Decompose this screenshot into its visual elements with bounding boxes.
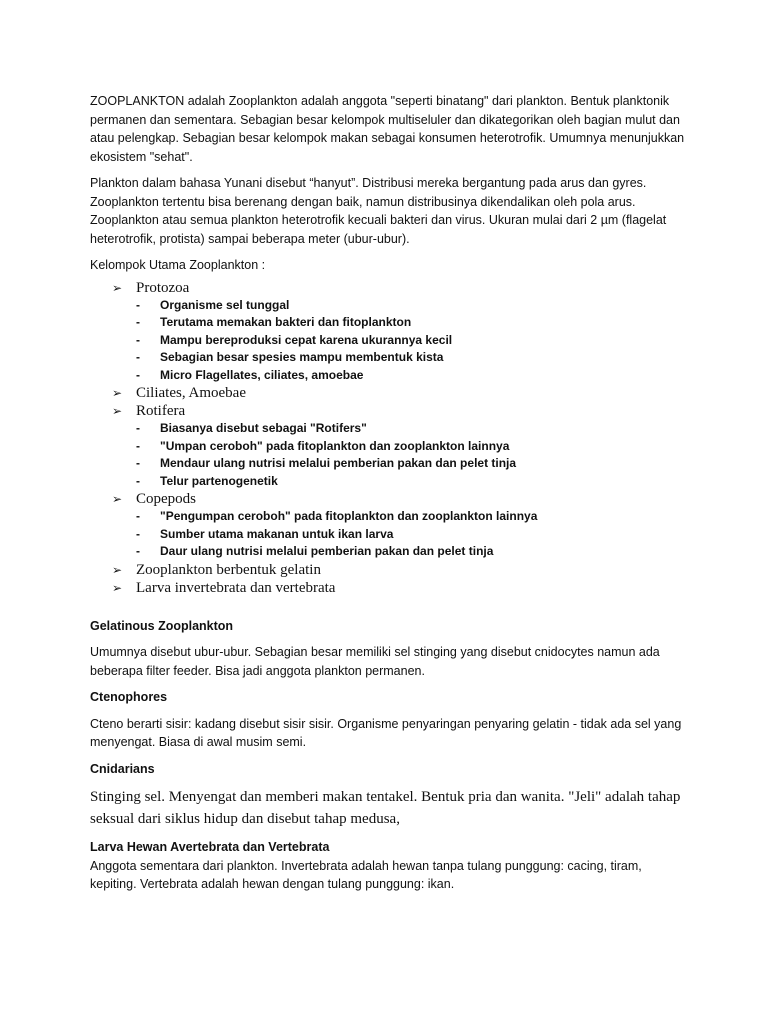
group-item	[112, 384, 690, 402]
group-item	[112, 579, 690, 597]
group-sub-item-text: Sebagian besar spesies mampu membentuk kista	[160, 350, 444, 364]
group-sub-item	[136, 455, 690, 473]
group-label: Ciliates, Amoebae	[136, 385, 246, 401]
group-sub-item	[136, 420, 690, 438]
group-sub-item	[136, 438, 690, 456]
group-sub-item-text: "Umpan ceroboh" pada fitoplankton dan zooplankton lainnya	[160, 438, 510, 453]
group-label: Rotifera	[136, 403, 186, 419]
group-item	[112, 561, 690, 579]
cnidarians-text: Stinging sel. Menyengat dan memberi makan tentakel. Bentuk pria dan wanita. "Jeli" adalah tahap seksual dari siklus hidup dan disebut tahap medusa,	[90, 789, 681, 827]
larva-heading: Larva Hewan Avertebrata dan Vertebrata	[90, 840, 330, 854]
group-item	[112, 402, 690, 490]
group-sub-item	[136, 526, 690, 544]
gelatinous-heading: Gelatinous Zooplankton	[90, 618, 234, 633]
group-sub-item-text: Telur partenogenetik	[160, 473, 278, 488]
group-sub-list	[136, 508, 690, 561]
group-sub-item-text: Terutama memakan bakteri dan fitoplankton	[160, 315, 412, 329]
group-sub-item-text: Daur ulang nutrisi melalui pemberian pakan dan pelet tinja	[160, 544, 494, 558]
dash-bullet-icon: -	[136, 332, 140, 347]
ctenophores-heading: Ctenophores	[90, 690, 168, 704]
group-sub-item-text: "Pengumpan ceroboh" pada fitoplankton dan zooplankton lainnya	[160, 509, 538, 523]
group-item	[112, 490, 690, 561]
dash-bullet-icon: -	[136, 509, 140, 523]
group-sub-item	[136, 508, 690, 526]
group-sub-list	[136, 297, 690, 385]
group-sub-item	[136, 314, 690, 332]
cnidarians-heading: Cnidarians	[90, 761, 155, 776]
group-sub-item	[136, 297, 690, 315]
group-sub-item-text: Mampu bereproduksi cepat karena ukurannya kecil	[160, 332, 453, 347]
larva-text: Anggota sementara dari plankton. Invertebrata adalah hewan tanpa tulang punggung: cacing, tiram, kepiting. Vertebrata adalah hewan dengan tulang punggung: ikan.	[90, 858, 642, 891]
arrow-bullet-icon: ➢	[112, 404, 123, 418]
gelatinous-text: Umumnya disebut ubur-ubur. Sebagian besar memiliki sel stinging yang disebut cnidocytes namun ada beberapa filter feeder. Bisa jadi anggota plankton permanen.	[90, 645, 660, 678]
dash-bullet-icon: -	[136, 421, 140, 435]
group-item	[112, 279, 690, 385]
dash-bullet-icon: -	[136, 456, 140, 470]
group-label: Larva invertebrata dan vertebrata	[136, 579, 336, 596]
dash-bullet-icon: -	[136, 526, 140, 541]
group-label: Protozoa	[136, 279, 190, 296]
dash-bullet-icon: -	[136, 544, 140, 558]
dash-bullet-icon: -	[136, 367, 140, 382]
group-sub-item	[136, 349, 690, 367]
arrow-bullet-icon: ➢	[112, 386, 123, 400]
groups-heading: Kelompok Utama Zooplankton :	[90, 258, 266, 272]
arrow-bullet-icon: ➢	[112, 562, 123, 577]
dash-bullet-icon: -	[136, 473, 140, 488]
arrow-bullet-icon: ➢	[112, 280, 123, 295]
group-sub-item	[136, 543, 690, 561]
intro-paragraph: ZOOPLANKTON adalah Zooplankton adalah anggota "seperti binatang" dari plankton. Bentuk planktonik permanen dan sementara. Sebagian besar kelompok multiseluler dan dikategorikan oleh bagian mulut dan atau pelengkap. Sebagian besar kelompok makan sebagai konsumen heterotrofik. Umumnya menunjukkan ekosistem "sehat".	[90, 94, 685, 164]
dash-bullet-icon: -	[136, 315, 140, 329]
document-page	[90, 92, 690, 902]
groups-list	[90, 279, 690, 597]
dash-bullet-icon: -	[136, 438, 140, 453]
arrow-bullet-icon: ➢	[112, 492, 123, 506]
group-sub-item-text: Mendaur ulang nutrisi melalui pemberian pakan dan pelet tinja	[160, 456, 517, 470]
group-sub-item	[136, 473, 690, 491]
plankton-paragraph: Plankton dalam bahasa Yunani disebut “hanyut”. Distribusi mereka bergantung pada arus dan gyres. Zooplankton tertentu bisa berenang dengan baik, namun distribusinya dikendalikan oleh pola arus. Zooplankton atau semua plankton heterotrofik kecuali bakteri dan virus. Ukuran mulai dari 2 µm (flagelat heterotrofik, protista) sampai beberapa meter (ubur-ubur).	[90, 176, 667, 246]
ctenophores-text: Cteno berarti sisir: kadang disebut sisir sisir. Organisme penyaringan penyaring gelatin - tidak ada sel yang menyengat. Biasa di awal musim semi.	[90, 716, 682, 749]
arrow-bullet-icon: ➢	[112, 580, 123, 595]
group-sub-item	[136, 367, 690, 385]
group-sub-item-text: Micro Flagellates, ciliates, amoebae	[160, 367, 364, 382]
group-sub-item-text: Sumber utama makanan untuk ikan larva	[160, 526, 394, 541]
group-sub-item-text: Biasanya disebut sebagai "Rotifers"	[160, 421, 367, 435]
group-label: Zooplankton berbentuk gelatin	[136, 561, 321, 578]
dash-bullet-icon: -	[136, 350, 140, 364]
group-sub-list	[136, 420, 690, 490]
group-sub-item-text: Organisme sel tunggal	[160, 297, 290, 312]
group-label: Copepods	[136, 491, 196, 507]
group-sub-item	[136, 332, 690, 350]
dash-bullet-icon: -	[136, 297, 140, 312]
